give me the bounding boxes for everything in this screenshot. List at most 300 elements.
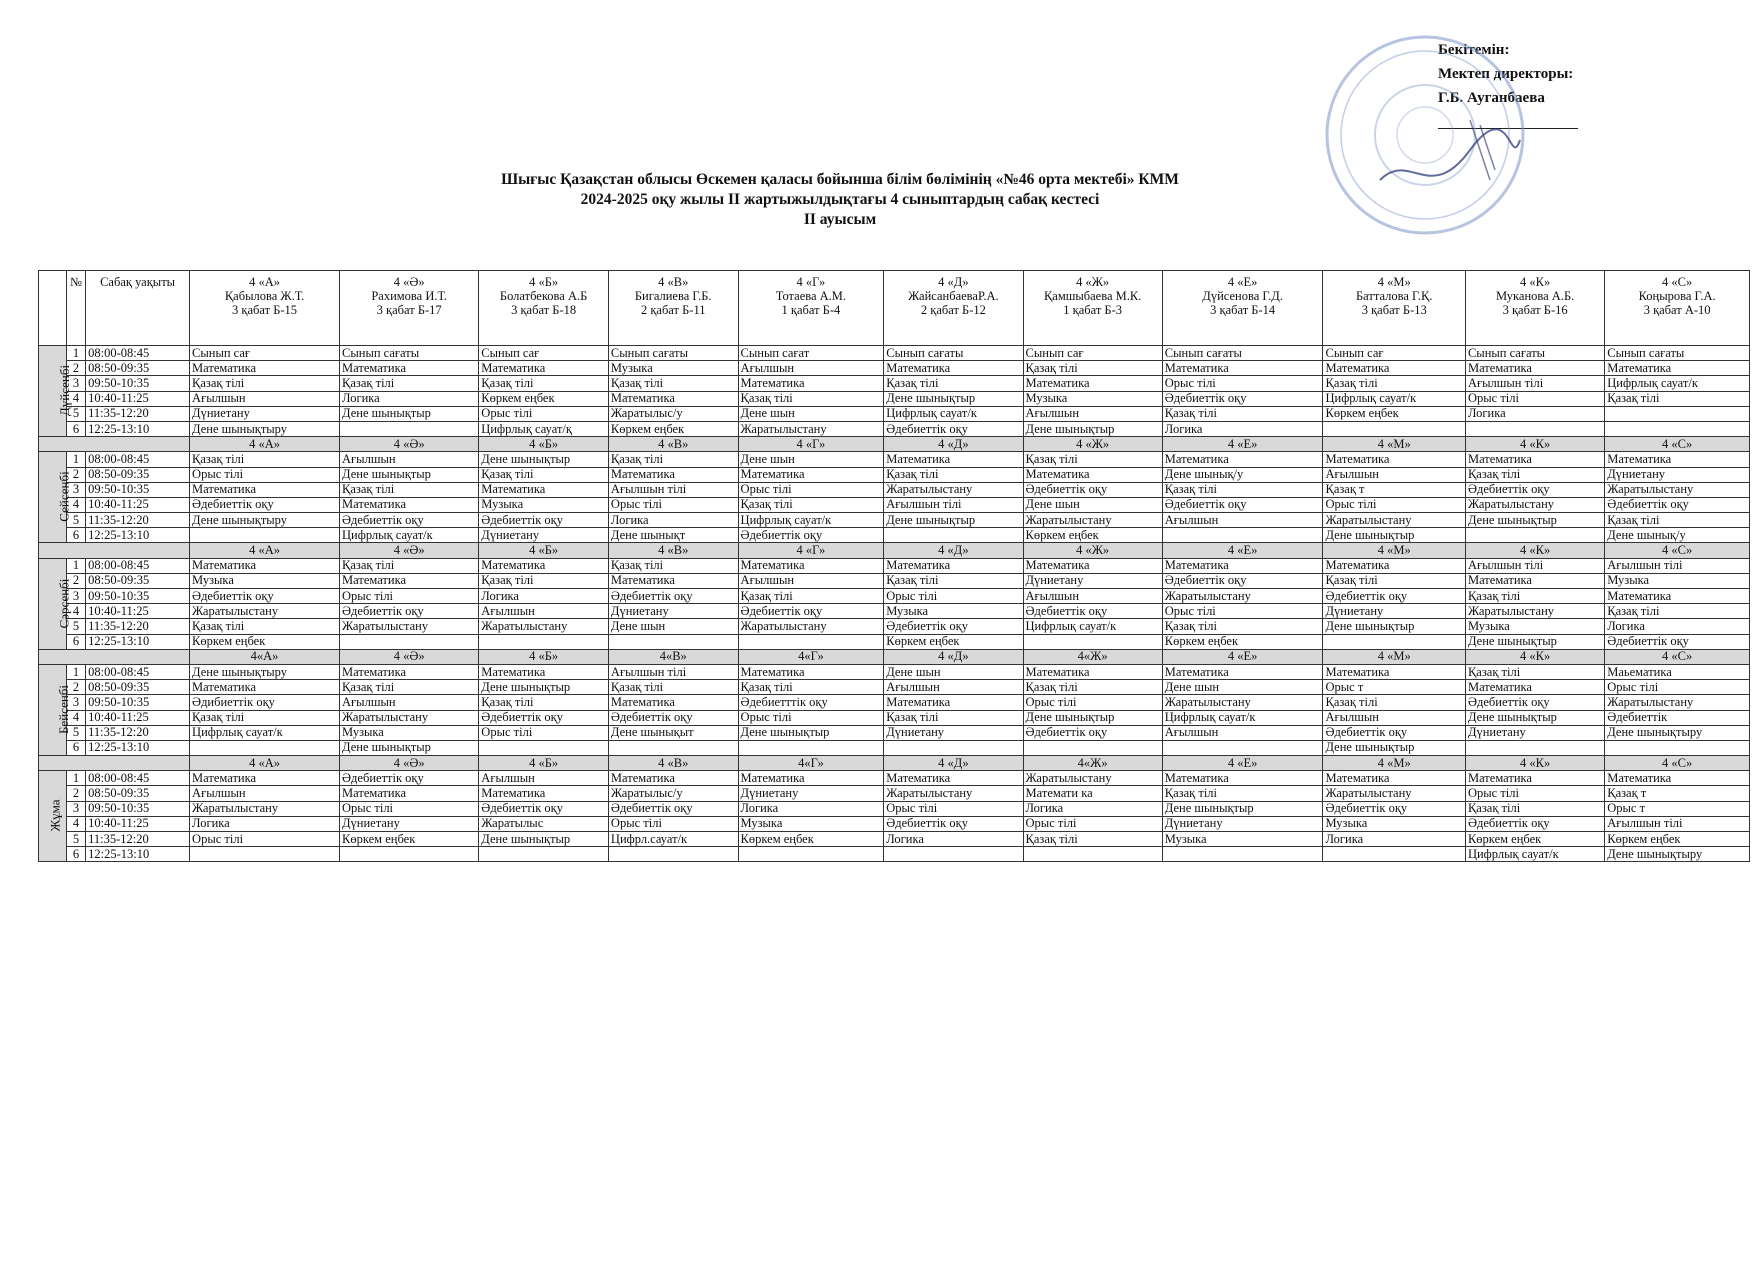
lesson-cell xyxy=(190,528,340,543)
title-line-2: 2024-2025 оқу жылы ІІ жартыжылдықтағы 4 сыныптардың сабақ кестесі xyxy=(580,191,1100,208)
lesson-cell: Әдебиеттік оқу xyxy=(1605,634,1750,649)
lesson-cell: Сынып сағаты xyxy=(1465,346,1604,361)
separator-class-label: 4 «К» xyxy=(1465,437,1604,452)
lesson-cell: Орыс т xyxy=(1323,680,1465,695)
lesson-cell: Қазақ тілі xyxy=(340,680,479,695)
lesson-cell: Қазақ тілі xyxy=(608,376,738,391)
lesson-cell: Жаратылыстану xyxy=(1323,513,1465,528)
lesson-number: 4 xyxy=(66,391,85,406)
lesson-cell: Дене шын xyxy=(1162,680,1323,695)
lesson-cell: Орыс тілі xyxy=(340,589,479,604)
lesson-number: 6 xyxy=(66,528,85,543)
lesson-cell: Қазақ тілі xyxy=(738,391,884,406)
lesson-cell: Қазақ тілі xyxy=(1605,604,1750,619)
lesson-row xyxy=(39,558,1750,573)
lesson-cell: Әдебиеттік оқу xyxy=(479,801,609,816)
lesson-cell: Жаратылыстану xyxy=(1465,604,1604,619)
lesson-cell: Музыка xyxy=(1162,832,1323,847)
lesson-cell xyxy=(479,847,609,862)
lesson-cell: Сынып сағаты xyxy=(884,346,1023,361)
lesson-time: 11:35-12:20 xyxy=(86,725,190,740)
header-class: 4 «В» Бигалиева Г.Б. 2 қабат Б-11 xyxy=(608,271,738,346)
lesson-row xyxy=(39,573,1750,588)
lesson-cell: Математика xyxy=(1605,771,1750,786)
lesson-time: 09:50-10:35 xyxy=(86,589,190,604)
lesson-cell: Орыс тілі xyxy=(884,589,1023,604)
lesson-cell: Жаратылыстану xyxy=(1162,695,1323,710)
lesson-cell: Математика xyxy=(884,361,1023,376)
lesson-cell: Ағылшын xyxy=(1023,406,1162,421)
lesson-cell: Дене шынықтыр xyxy=(1323,619,1465,634)
lesson-number: 2 xyxy=(66,573,85,588)
lesson-row xyxy=(39,801,1750,816)
lesson-row xyxy=(39,695,1750,710)
lesson-cell: Сынып сағ xyxy=(479,346,609,361)
lesson-time: 08:00-08:45 xyxy=(86,452,190,467)
separator-class-label: 4 «Е» xyxy=(1162,437,1323,452)
lesson-cell: Жаратылыстану xyxy=(1605,482,1750,497)
lesson-cell: Орыс тілі xyxy=(479,725,609,740)
lesson-cell: Жаратылыстану xyxy=(479,619,609,634)
lesson-cell xyxy=(1323,421,1465,436)
lesson-cell: Қазақ тілі xyxy=(190,619,340,634)
lesson-cell: Әдебиеттік оқу xyxy=(1323,589,1465,604)
lesson-number: 3 xyxy=(66,801,85,816)
header-class: 4 «К» Муканова А.Б. 3 қабат Б-16 xyxy=(1465,271,1604,346)
lesson-cell xyxy=(1162,528,1323,543)
lesson-cell: Көркем еңбек xyxy=(738,832,884,847)
lesson-cell: Дүниетану xyxy=(340,816,479,831)
lesson-cell: Жаратылыстану xyxy=(190,604,340,619)
lesson-cell xyxy=(1465,740,1604,755)
lesson-number: 6 xyxy=(66,847,85,862)
lesson-cell: Орыс тілі xyxy=(884,801,1023,816)
lesson-cell: Музыка xyxy=(1605,573,1750,588)
lesson-cell: Қазақ тілі xyxy=(1465,467,1604,482)
title-line-3: ІІ ауысым xyxy=(803,211,877,228)
lesson-cell: Сынып сағат xyxy=(738,346,884,361)
lesson-cell: Логика xyxy=(1323,832,1465,847)
lesson-cell: Әдебиеттік оқу xyxy=(738,528,884,543)
lesson-cell xyxy=(340,421,479,436)
lesson-cell: Қазақ тілі xyxy=(738,589,884,604)
lesson-cell: Жаратылыстану xyxy=(884,786,1023,801)
separator-class-label: 4«Г» xyxy=(738,756,884,771)
lesson-cell: Қазақ тілі xyxy=(340,376,479,391)
lesson-cell: Математика xyxy=(738,558,884,573)
lesson-cell: Әдебиеттік оқу xyxy=(1162,391,1323,406)
lesson-cell: Қазақ тілі xyxy=(738,680,884,695)
lesson-cell: Дене шынықтыр xyxy=(479,832,609,847)
lesson-cell xyxy=(190,847,340,862)
lesson-cell: Сынып сағаты xyxy=(1162,346,1323,361)
lesson-cell xyxy=(884,528,1023,543)
lesson-cell: Жаратылыстану xyxy=(1023,513,1162,528)
lesson-time: 08:00-08:45 xyxy=(86,558,190,573)
lesson-cell: Ағылшын xyxy=(1323,710,1465,725)
lesson-cell: Әдебиеттік оқу xyxy=(1023,725,1162,740)
lesson-cell xyxy=(1465,528,1604,543)
lesson-number: 2 xyxy=(66,467,85,482)
lesson-cell: Жаратылыстану xyxy=(190,801,340,816)
lesson-cell: Дене шынықтыр xyxy=(1323,528,1465,543)
lesson-cell: Математика xyxy=(479,361,609,376)
lesson-cell: Дүниетану xyxy=(1605,467,1750,482)
lesson-cell xyxy=(1023,634,1162,649)
lesson-cell: Қазақ тілі xyxy=(1605,513,1750,528)
separator-class-label: 4 «В» xyxy=(608,756,738,771)
class-separator-row xyxy=(39,437,1750,452)
lesson-cell: Қазақ тілі xyxy=(1023,680,1162,695)
lesson-time: 09:50-10:35 xyxy=(86,482,190,497)
lesson-cell: Ағылшын xyxy=(479,604,609,619)
lesson-cell: Ағылшын xyxy=(1162,513,1323,528)
lesson-cell: Дене шынықтыр xyxy=(738,725,884,740)
lesson-cell: Дене шынықт xyxy=(608,528,738,543)
lesson-cell: Әдебиеттік оқу xyxy=(1023,604,1162,619)
lesson-cell xyxy=(1605,421,1750,436)
lesson-number: 4 xyxy=(66,816,85,831)
lesson-cell: Дене шын xyxy=(738,452,884,467)
lesson-number: 6 xyxy=(66,634,85,649)
separator-class-label: 4 «Е» xyxy=(1162,543,1323,558)
separator-class-label: 4 «Б» xyxy=(479,649,609,664)
lesson-cell: Әдебиеттік оқу xyxy=(340,604,479,619)
lesson-number: 6 xyxy=(66,740,85,755)
lesson-cell: Қазақ тілі xyxy=(190,376,340,391)
lesson-cell: Математика xyxy=(1465,680,1604,695)
lesson-cell: Дене шынықтыру xyxy=(190,513,340,528)
lesson-cell: Ағылшын xyxy=(1323,467,1465,482)
lesson-time: 09:50-10:35 xyxy=(86,376,190,391)
lesson-number: 4 xyxy=(66,604,85,619)
lesson-cell: Математика xyxy=(1323,664,1465,679)
day-label xyxy=(39,664,72,755)
lesson-cell: Әдебиеттік оқу xyxy=(479,710,609,725)
lesson-cell: Әдебиеттік оқу xyxy=(884,421,1023,436)
lesson-cell: Дене шынық/у xyxy=(1162,467,1323,482)
lesson-row xyxy=(39,604,1750,619)
lesson-row xyxy=(39,497,1750,512)
lesson-cell: Қазақ тілі xyxy=(1323,695,1465,710)
lesson-cell xyxy=(340,847,479,862)
lesson-number: 3 xyxy=(66,482,85,497)
lesson-cell: Жаратылыстану xyxy=(1323,786,1465,801)
lesson-cell: Қазақ тілі xyxy=(1323,573,1465,588)
lesson-cell: Математика xyxy=(1023,467,1162,482)
lesson-cell: Математика xyxy=(479,786,609,801)
lesson-cell: Ағылшын тілі xyxy=(1465,558,1604,573)
lesson-cell: Дене шынықтыр xyxy=(1323,740,1465,755)
separator-class-label: 4 «Г» xyxy=(738,437,884,452)
lesson-time: 10:40-11:25 xyxy=(86,816,190,831)
lesson-cell: Математика xyxy=(1323,361,1465,376)
lesson-cell: Қазақ тілі xyxy=(190,710,340,725)
lesson-cell: Логика xyxy=(738,801,884,816)
class-separator-row xyxy=(39,649,1750,664)
lesson-row xyxy=(39,816,1750,831)
day-label xyxy=(39,346,73,437)
lesson-cell: Математика xyxy=(479,664,609,679)
lesson-time: 11:35-12:20 xyxy=(86,513,190,528)
separator-class-label: 4«Ж» xyxy=(1023,756,1162,771)
lesson-cell xyxy=(479,634,609,649)
lesson-cell: Ағылшын тілі xyxy=(608,482,738,497)
day-name: Жұма xyxy=(47,799,63,832)
lesson-cell: Орыс тілі xyxy=(190,832,340,847)
lesson-cell xyxy=(884,740,1023,755)
lesson-cell: Қазақ тілі xyxy=(479,376,609,391)
lesson-cell: Жаратылыстану xyxy=(1162,589,1323,604)
lesson-cell: Әдебиеттік оқу xyxy=(738,604,884,619)
lesson-cell: Математика xyxy=(1162,771,1323,786)
lesson-cell: Орыс тілі xyxy=(1023,816,1162,831)
lesson-cell: Математика xyxy=(1465,573,1604,588)
approval-line-1: Бекітемін: xyxy=(1438,42,1510,58)
lesson-cell: Дүниетану xyxy=(1465,725,1604,740)
lesson-cell: Орыс тілі xyxy=(1465,786,1604,801)
lesson-cell: Көркем еңбек xyxy=(1605,832,1750,847)
lesson-cell: Ағылшын тілі xyxy=(1465,376,1604,391)
lesson-cell: Математика xyxy=(1465,452,1604,467)
day-label xyxy=(39,771,67,862)
lesson-cell: Математика xyxy=(884,695,1023,710)
lesson-cell: Математика xyxy=(884,771,1023,786)
lesson-cell: Дүниетану xyxy=(479,528,609,543)
lesson-cell: Маьематика xyxy=(1605,664,1750,679)
lesson-cell: Қазақ тілі xyxy=(1162,619,1323,634)
header-class: 4 «Д» ЖайсанбаеваР.А. 2 қабат Б-12 xyxy=(884,271,1023,346)
lesson-cell: Ағылшын тілі xyxy=(884,497,1023,512)
lesson-cell: Әдебиеттік оқу xyxy=(608,589,738,604)
separator-class-label: 4 «А» xyxy=(190,543,340,558)
lesson-cell: Қазақ тілі xyxy=(479,573,609,588)
lesson-time: 08:00-08:45 xyxy=(86,771,190,786)
lesson-cell: Әдибиеттік оқу xyxy=(190,695,340,710)
lesson-cell: Сынып сағаты xyxy=(340,346,479,361)
lesson-cell: Цифрлық сауат/к xyxy=(1323,391,1465,406)
separator-class-label: 4«А» xyxy=(190,649,340,664)
lesson-cell: Орыс тілі xyxy=(738,482,884,497)
separator-class-label: 4 «А» xyxy=(190,756,340,771)
lesson-cell: Қазақ тілі xyxy=(608,452,738,467)
lesson-time: 11:35-12:20 xyxy=(86,832,190,847)
lesson-row xyxy=(39,482,1750,497)
lesson-cell: Дене шынықтыр xyxy=(479,452,609,467)
lesson-cell: Дене шынықтыр xyxy=(1465,710,1604,725)
lesson-cell xyxy=(884,847,1023,862)
lesson-cell: Математика xyxy=(608,467,738,482)
lesson-cell: Дене шын xyxy=(738,406,884,421)
lesson-cell xyxy=(738,740,884,755)
lesson-cell: Логика xyxy=(884,832,1023,847)
lesson-row xyxy=(39,467,1750,482)
lesson-row xyxy=(39,346,1750,361)
lesson-cell: Сынып сағаты xyxy=(608,346,738,361)
lesson-cell: Математика xyxy=(884,452,1023,467)
lesson-number: 5 xyxy=(66,619,85,634)
lesson-cell: Музыка xyxy=(340,725,479,740)
lesson-row xyxy=(39,528,1750,543)
lesson-cell: Әдебиеттік оқу xyxy=(1023,482,1162,497)
lesson-number: 5 xyxy=(66,513,85,528)
lesson-cell: Математика xyxy=(340,664,479,679)
lesson-number: 6 xyxy=(66,421,85,436)
lesson-cell: Математика xyxy=(190,482,340,497)
lesson-cell xyxy=(1023,740,1162,755)
lesson-row xyxy=(39,740,1750,755)
lesson-cell: Математика xyxy=(1605,452,1750,467)
lesson-time: 12:25-13:10 xyxy=(86,634,190,649)
lesson-cell: Музыка xyxy=(1465,619,1604,634)
lesson-cell: Дене шынықыт xyxy=(608,725,738,740)
lesson-cell: Логика xyxy=(1465,406,1604,421)
lesson-cell: Қазақ тілі xyxy=(884,376,1023,391)
separator-class-label: 4 «В» xyxy=(608,543,738,558)
lesson-cell: Математика xyxy=(479,558,609,573)
lesson-cell: Әдебиеттік оқу xyxy=(1465,816,1604,831)
lesson-cell: Ағылшын xyxy=(738,361,884,376)
separator-class-label: 4 «С» xyxy=(1605,649,1750,664)
lesson-cell: Дене шынықтыр xyxy=(1465,634,1604,649)
lesson-cell: Әдебиеттік оқу xyxy=(340,513,479,528)
header-class: 4 «Е» Дүйсенова Г.Д. 3 қабат Б-14 xyxy=(1162,271,1323,346)
lesson-cell: Ағылшын xyxy=(1023,589,1162,604)
lesson-cell: Ағылшын xyxy=(884,680,1023,695)
lesson-row xyxy=(39,786,1750,801)
lesson-cell: Қазақ тілі xyxy=(1023,452,1162,467)
separator-class-label: 4 «Б» xyxy=(479,437,609,452)
lesson-cell: Дүниетану xyxy=(1323,604,1465,619)
separator-class-label: 4 «Ә» xyxy=(340,437,479,452)
lesson-cell: Қазақ т xyxy=(1323,482,1465,497)
lesson-time: 11:35-12:20 xyxy=(86,406,190,421)
lesson-cell: Дене шынықтыру xyxy=(1605,725,1750,740)
lesson-cell: Орыс тілі xyxy=(340,801,479,816)
lesson-cell: Ағылшын xyxy=(340,452,479,467)
lesson-cell xyxy=(1162,847,1323,862)
lesson-cell: Математика xyxy=(340,786,479,801)
lesson-cell: Жаратылыстану xyxy=(738,421,884,436)
lesson-cell: Көркем еңбек xyxy=(1162,634,1323,649)
lesson-cell: Дене шынықтыр xyxy=(884,513,1023,528)
lesson-number: 1 xyxy=(66,771,85,786)
lesson-cell: Дене шынықтыр xyxy=(1023,710,1162,725)
lesson-cell: Ағылшын xyxy=(190,786,340,801)
lesson-cell: Қазақ тілі xyxy=(1465,664,1604,679)
lesson-cell: Орыс тілі xyxy=(1162,604,1323,619)
lesson-cell xyxy=(738,634,884,649)
lesson-cell: Музыка xyxy=(1323,816,1465,831)
lesson-number: 3 xyxy=(66,695,85,710)
lesson-cell: Цифрлық сауат/к xyxy=(1605,376,1750,391)
lesson-cell: Әдебиеттік оқу xyxy=(1465,482,1604,497)
lesson-cell: Дүниетану xyxy=(1162,816,1323,831)
lesson-cell: Жаратылыстану xyxy=(738,619,884,634)
lesson-cell: Математика xyxy=(884,558,1023,573)
lesson-cell: Логика xyxy=(608,513,738,528)
lesson-cell: Жаратылыс/у xyxy=(608,406,738,421)
lesson-cell xyxy=(608,634,738,649)
lesson-cell: Математика xyxy=(1605,589,1750,604)
separator-class-label: 4 «Ж» xyxy=(1023,543,1162,558)
lesson-cell: Математика xyxy=(1323,452,1465,467)
lesson-cell: Әдебиеттік оқу xyxy=(884,619,1023,634)
lesson-cell: Көркем еңбек xyxy=(479,391,609,406)
lesson-number: 5 xyxy=(66,832,85,847)
lesson-cell: Дүниетану xyxy=(190,406,340,421)
separator-class-label: 4 «К» xyxy=(1465,649,1604,664)
lesson-cell xyxy=(340,634,479,649)
lesson-number: 2 xyxy=(66,680,85,695)
lesson-cell: Орыс тілі xyxy=(1023,695,1162,710)
lesson-time: 08:50-09:35 xyxy=(86,786,190,801)
lesson-cell: Математика xyxy=(738,376,884,391)
lesson-cell xyxy=(1023,847,1162,862)
lesson-cell: Цифрл.сауат/к xyxy=(608,832,738,847)
lesson-row xyxy=(39,832,1750,847)
lesson-row xyxy=(39,361,1750,376)
lesson-cell: Жаратылыс xyxy=(479,816,609,831)
day-name: Бейсенбі xyxy=(56,684,72,735)
lesson-number: 4 xyxy=(66,710,85,725)
schedule-title xyxy=(300,170,1380,230)
header-class: 4 «Ә» Рахимова И.Т. 3 қабат Б-17 xyxy=(340,271,479,346)
lesson-cell xyxy=(1323,634,1465,649)
separator-class-label: 4 «А» xyxy=(190,437,340,452)
lesson-cell: Математика xyxy=(1023,376,1162,391)
lesson-cell: Әдебиеттік оқу xyxy=(1323,725,1465,740)
lesson-row xyxy=(39,771,1750,786)
separator-class-label: 4 «М» xyxy=(1323,437,1465,452)
lesson-cell: Логика xyxy=(1023,801,1162,816)
lesson-cell: Әдебиеттік оқу xyxy=(608,801,738,816)
lesson-cell: Математика xyxy=(608,771,738,786)
day-label xyxy=(39,452,72,543)
lesson-time: 08:50-09:35 xyxy=(86,573,190,588)
day-name: Дүйсенбі xyxy=(57,364,73,417)
lesson-cell xyxy=(1465,421,1604,436)
lesson-cell: Қазақ тілі xyxy=(884,573,1023,588)
separator-class-label: 4 «М» xyxy=(1323,756,1465,771)
lesson-cell: Математика xyxy=(608,391,738,406)
lesson-time: 10:40-11:25 xyxy=(86,604,190,619)
header-class: 4 «А» Қабылова Ж.Т. 3 қабат Б-15 xyxy=(190,271,340,346)
lesson-cell: Көркем еңбек xyxy=(1465,832,1604,847)
lesson-time: 12:25-13:10 xyxy=(86,847,190,862)
lesson-cell: Математика xyxy=(1023,558,1162,573)
lesson-cell: Математика xyxy=(1465,771,1604,786)
lesson-cell: Цифрлық сауат/к xyxy=(1023,619,1162,634)
lesson-row xyxy=(39,680,1750,695)
lesson-cell: Дене шын xyxy=(1023,497,1162,512)
separator-class-label: 4 «Ә» xyxy=(340,756,479,771)
lesson-cell: Қазақ тілі xyxy=(608,680,738,695)
header-class: 4 «С» Коңырова Г.А. 3 қабат А-10 xyxy=(1605,271,1750,346)
lesson-cell: Дене шын xyxy=(608,619,738,634)
separator-class-label: 4 «Д» xyxy=(884,649,1023,664)
separator-class-label: 4 «Е» xyxy=(1162,756,1323,771)
lesson-cell: Дене шынық/у xyxy=(1605,528,1750,543)
lesson-cell: Қазақ тілі xyxy=(479,467,609,482)
lesson-cell: Әдебиеттік оқу xyxy=(479,513,609,528)
lesson-cell: Математика xyxy=(608,573,738,588)
lesson-cell xyxy=(1323,847,1465,862)
lesson-cell: Орыс т xyxy=(1605,801,1750,816)
lesson-cell: Дүниетану xyxy=(1023,573,1162,588)
lesson-cell: Қазақ тілі xyxy=(884,467,1023,482)
lesson-cell: Орыс тілі xyxy=(608,816,738,831)
